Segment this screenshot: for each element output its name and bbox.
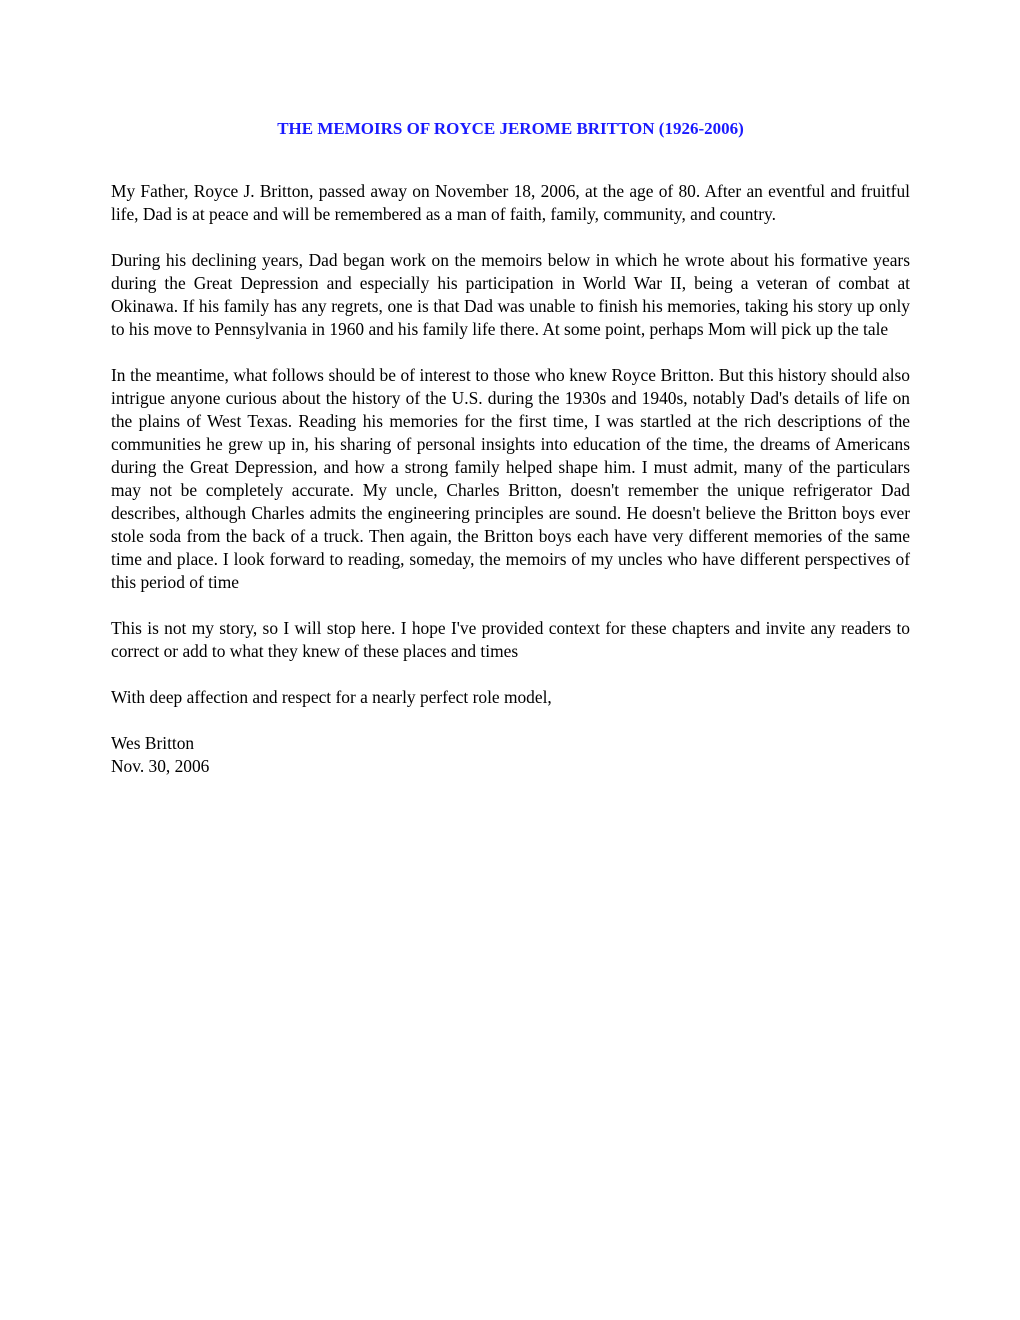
signature-block: [111, 732, 910, 778]
signature-date: Nov. 30, 2006: [111, 756, 210, 776]
paragraph-memoirs: During his declining years, Dad began work on the memoirs below in which he wrote about his formative years during the Great Depression and especially his participation in World War II, being a veteran of combat at Okinawa. If his family has any regrets, one is that Dad was unable to finish his memories, taking his story up only to his move to Pennsylvania in 1960 and his family life there. At some point, perhaps Mom will pick up the tale: [111, 250, 910, 339]
paragraph-not-my-story: This is not my story, so I will stop here. I hope I've provided context for these chapters and invite any readers to correct or add to what they knew of these places and times: [111, 618, 910, 661]
paragraph-intro: My Father, Royce J. Britton, passed away on November 18, 2006, at the age of 80. After an eventful and fruitful life, Dad is at peace and will be remembered as a man of faith, family, community, and country.: [111, 181, 910, 224]
document-title: THE MEMOIRS OF ROYCE JEROME BRITTON (1926-2006): [277, 119, 744, 138]
closing-line: With deep affection and respect for a nearly perfect role model,: [111, 687, 552, 707]
document-page: [111, 117, 910, 778]
signature-name: Wes Britton: [111, 733, 195, 753]
paragraph-meantime: In the meantime, what follows should be of interest to those who knew Royce Britton. But this history should also intrigue anyone curious about the history of the U.S. during the 1930s and 1940s, notably Dad's details of life on the plains of West Texas. Reading his memories for the first time, I was startled at the rich descriptions of the communities he grew up in, his sharing of personal insights into education of the time, the dreams of Americans during the Great Depression, and how a strong family helped shape him. I must admit, many of the particulars may not be completely accurate. My uncle, Charles Britton, doesn't remember the unique refrigerator Dad describes, although Charles admits the engineering principles are sound. He doesn't believe the Britton boys ever stole soda from the back of a truck. Then again, the Britton boys each have very different memories of the same time and place. I look forward to reading, someday, the memoirs of my uncles who have different perspectives of this period of time: [111, 365, 910, 592]
